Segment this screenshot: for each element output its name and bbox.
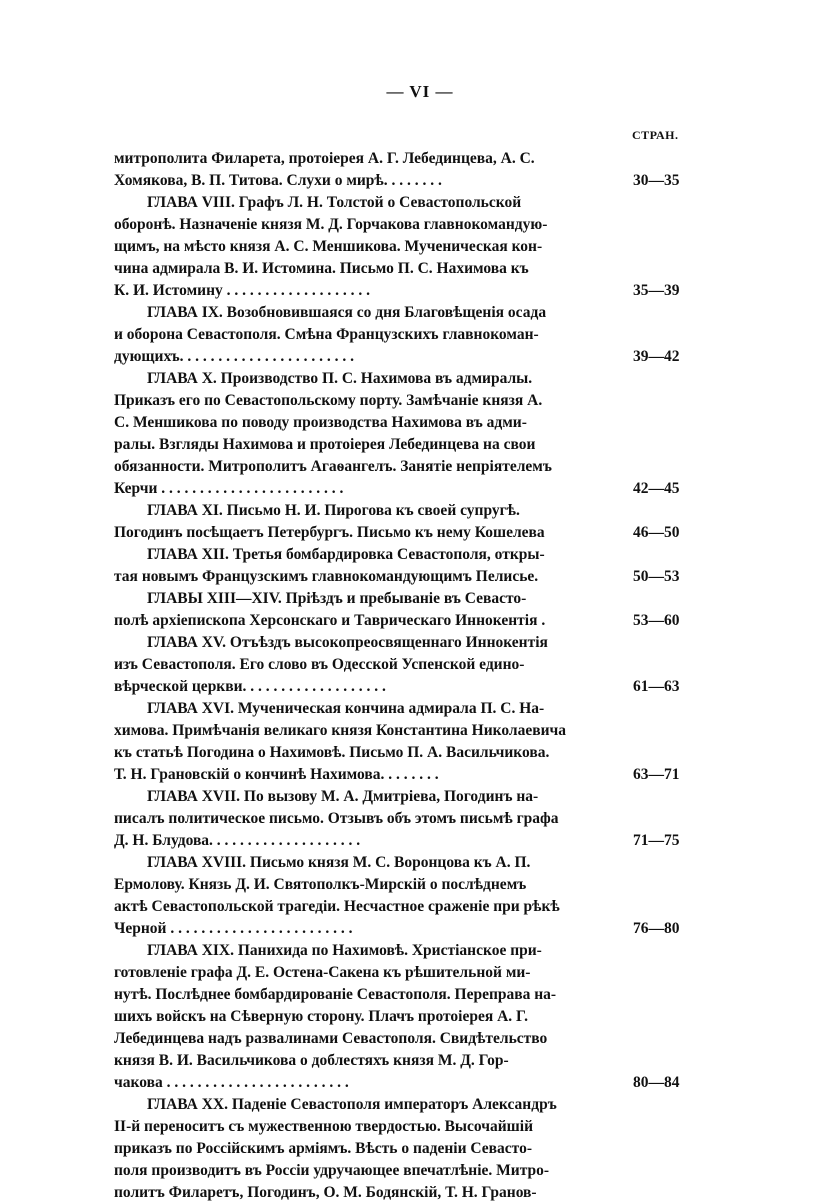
toc-line bbox=[0, 984, 840, 1006]
toc-line-text: II-й переноситъ съ мужественною твердостью. Высочайшій bbox=[114, 1118, 533, 1135]
toc-entry bbox=[0, 698, 840, 786]
toc-line bbox=[0, 940, 840, 962]
toc-entry bbox=[0, 500, 840, 544]
toc-line bbox=[0, 632, 840, 654]
toc-page-range: 80—84 bbox=[633, 1074, 680, 1091]
toc-entry bbox=[0, 544, 840, 588]
toc-line bbox=[0, 698, 840, 720]
toc-line bbox=[0, 852, 840, 874]
toc-line bbox=[0, 544, 840, 566]
toc-line-text: ГЛАВА XIX. Панихида по Нахимовѣ. Христіанское при- bbox=[147, 942, 542, 959]
toc-page-range: 53—60 bbox=[633, 612, 680, 629]
toc-line-text: Хомякова, В. П. Титова. Слухи о мирѣ. . . . . . . . bbox=[114, 172, 442, 189]
toc-line bbox=[0, 148, 840, 170]
toc-line-text: Т. Н. Грановскій о кончинѣ Нахимова. . . . . . . . bbox=[114, 766, 439, 783]
toc-line-text: чина адмирала В. И. Истомина. Письмо П. С. Нахимова къ bbox=[114, 260, 529, 277]
toc-line-text: ГЛАВА XVIII. Письмо князя М. С. Воронцова къ А. П. bbox=[147, 854, 531, 871]
toc-line bbox=[0, 588, 840, 610]
toc-line bbox=[0, 368, 840, 390]
toc-line-text: ГЛАВЫ XIII—XIV. Пріѣздъ и пребываніе въ Севасто- bbox=[147, 590, 527, 607]
toc-line-text: ГЛАВА XVII. По вызову М. А. Дмитріева, Погодинъ на- bbox=[147, 788, 539, 805]
toc-line-text: политъ Филаретъ, Погодинъ, О. М. Бодянскій, Т. Н. Гранов- bbox=[114, 1184, 537, 1201]
toc-line bbox=[0, 566, 840, 588]
toc-line-text: оборонѣ. Назначеніе князя М. Д. Горчакова главнокомандую- bbox=[114, 216, 548, 233]
toc-line-text: ГЛАВА IX. Возобновившаяся со дня Благовѣщенія осада bbox=[147, 304, 547, 321]
toc-page-range: 46—50 bbox=[633, 524, 680, 541]
toc-line bbox=[0, 302, 840, 324]
toc-page-range: 42—45 bbox=[633, 480, 680, 497]
toc-line-text: ГЛАВА XV. Отъѣздъ высокопреосвященнаго Иннокентія bbox=[147, 634, 548, 651]
toc-line-text: Лебединцева надъ развалинами Севастополя. Свидѣтельство bbox=[114, 1030, 548, 1047]
toc-line-text: Д. Н. Блудова. . . . . . . . . . . . . . . . . . . . bbox=[114, 832, 361, 849]
toc-line-text: актѣ Севастопольской трагедіи. Несчастное сраженіе при рѣкѣ bbox=[114, 898, 560, 915]
toc-page-range: 39—42 bbox=[633, 348, 680, 365]
toc-line bbox=[0, 522, 840, 544]
toc-line bbox=[0, 918, 840, 940]
toc-line bbox=[0, 1006, 840, 1028]
toc-line bbox=[0, 324, 840, 346]
toc-line bbox=[0, 654, 840, 676]
toc-page-range: 35—39 bbox=[633, 282, 680, 299]
toc-line-text: писалъ политическое письмо. Отзывъ объ этомъ письмѣ графа bbox=[114, 810, 559, 827]
toc-page-range: 76—80 bbox=[633, 920, 680, 937]
toc-entry bbox=[0, 148, 840, 192]
toc-line bbox=[0, 1182, 840, 1204]
toc-entry bbox=[0, 588, 840, 632]
toc-line-text: князя В. И. Васильчикова о доблестяхъ князя М. Д. Гор- bbox=[114, 1052, 509, 1069]
toc-line bbox=[0, 808, 840, 830]
toc-line bbox=[0, 1072, 840, 1094]
toc-line bbox=[0, 478, 840, 500]
toc-line bbox=[0, 676, 840, 698]
toc-line-text: приказъ по Россійскимъ арміямъ. Вѣсть о паденіи Севасто- bbox=[114, 1140, 532, 1157]
toc-line bbox=[0, 236, 840, 258]
toc-line-text: митрополита Филарета, протоіерея А. Г. Лебединцева, А. С. bbox=[114, 150, 535, 167]
toc-line bbox=[0, 830, 840, 852]
toc-line-text: дующихъ. . . . . . . . . . . . . . . . . . . . . . . bbox=[114, 348, 355, 365]
toc-line-text: Керчи . . . . . . . . . . . . . . . . . . . . . . . . bbox=[114, 480, 344, 497]
toc-line bbox=[0, 280, 840, 302]
toc-line-text: и оборона Севастополя. Смѣна Французскихъ главнокоман- bbox=[114, 326, 539, 343]
toc-line bbox=[0, 720, 840, 742]
pages-column-label: СТРАН. bbox=[632, 128, 679, 142]
toc-line-text: поля производитъ въ Россіи удручающее впечатлѣніе. Митро- bbox=[114, 1162, 550, 1179]
toc-line-text: ГЛАВА XI. Письмо Н. И. Пирогова къ своей супругѣ. bbox=[147, 502, 520, 519]
toc-line bbox=[0, 1160, 840, 1182]
toc-line-text: ГЛАВА XII. Третья бомбардировка Севастополя, откры- bbox=[147, 546, 545, 563]
toc-line bbox=[0, 742, 840, 764]
toc-page-range: 71—75 bbox=[633, 832, 680, 849]
toc-line-text: къ статьѣ Погодина о Нахимовѣ. Письмо П. А. Васильчикова. bbox=[114, 744, 550, 761]
toc-line bbox=[0, 434, 840, 456]
toc-line bbox=[0, 456, 840, 478]
toc-line bbox=[0, 1138, 840, 1160]
toc-line-text: вѣрческой церкви. . . . . . . . . . . . . . . . . . . bbox=[114, 678, 386, 695]
toc-line bbox=[0, 1116, 840, 1138]
toc-line-text: нутѣ. Послѣднее бомбардированіе Севастополя. Переправа на- bbox=[114, 986, 557, 1003]
page-number-header: — VI — bbox=[386, 82, 454, 101]
toc-line-text: тая новымъ Французскимъ главнокомандующимъ Пелисье. bbox=[114, 568, 539, 585]
toc-entry bbox=[0, 852, 840, 940]
toc-line-text: ГЛАВА X. Производство П. С. Нахимова въ адмиралы. bbox=[147, 370, 533, 387]
toc-line-text: ралы. Взгляды Нахимова и протоіерея Лебединцева на свои bbox=[114, 436, 536, 453]
toc-line-text: Черной . . . . . . . . . . . . . . . . . . . . . . . . bbox=[114, 920, 353, 937]
toc-line-text: обязанности. Митрополитъ Агаѳангелъ. Занятіе непріятелемъ bbox=[114, 458, 552, 475]
toc-line bbox=[0, 764, 840, 786]
toc-line-text: полѣ архіепископа Херсонскаго и Таврическаго Иннокентія . bbox=[114, 612, 546, 629]
toc-line-text: Приказъ его по Севастопольскому порту. Замѣчаніе князя А. bbox=[114, 392, 543, 409]
toc-line-text: К. И. Истомину . . . . . . . . . . . . . . . . . . . bbox=[114, 282, 371, 299]
toc-entry bbox=[0, 368, 840, 500]
toc-line-text: Ермолову. Князь Д. И. Святополкъ-Мирскій о послѣднемъ bbox=[114, 876, 527, 893]
toc-line-text: готовленіе графа Д. Е. Остена-Сакена къ рѣшительной ми- bbox=[114, 964, 531, 981]
toc-line-text: изъ Севастополя. Его слово въ Одесской Успенской едино- bbox=[114, 656, 525, 673]
toc-line-text: химова. Примѣчанія великаго князя Константина Николаевича bbox=[114, 722, 567, 739]
toc-line bbox=[0, 258, 840, 280]
toc-line bbox=[0, 786, 840, 808]
toc-line bbox=[0, 192, 840, 214]
toc-entry bbox=[0, 1094, 840, 1204]
toc-entry bbox=[0, 302, 840, 368]
toc-line-text: ГЛАВА XVI. Мученическая кончина адмирала П. С. На- bbox=[147, 700, 545, 717]
toc-line bbox=[0, 1050, 840, 1072]
toc-line-text: чакова . . . . . . . . . . . . . . . . . . . . . . . . bbox=[114, 1074, 349, 1091]
toc-line-text: Погодинъ посѣщаетъ Петербургъ. Письмо къ нему Кошелева bbox=[114, 524, 545, 541]
toc-line bbox=[0, 610, 840, 632]
toc-page-range: 50—53 bbox=[633, 568, 680, 585]
toc-line bbox=[0, 962, 840, 984]
toc-line-text: ГЛАВА XX. Паденіе Севастополя императоръ Александръ bbox=[147, 1096, 557, 1113]
toc-line bbox=[0, 896, 840, 918]
toc-line bbox=[0, 1094, 840, 1116]
toc-line bbox=[0, 412, 840, 434]
table-of-contents bbox=[0, 148, 840, 1204]
toc-entry bbox=[0, 632, 840, 698]
toc-line-text: ГЛАВА VIII. Графъ Л. Н. Толстой о Севастопольской bbox=[147, 194, 522, 211]
toc-entry bbox=[0, 786, 840, 852]
toc-line bbox=[0, 390, 840, 412]
toc-page-range: 61—63 bbox=[633, 678, 680, 695]
toc-line bbox=[0, 1028, 840, 1050]
toc-entry bbox=[0, 940, 840, 1094]
toc-line bbox=[0, 500, 840, 522]
toc-line bbox=[0, 170, 840, 192]
toc-line-text: щимъ, на мѣсто князя А. С. Меншикова. Мученическая кон- bbox=[114, 238, 543, 255]
toc-entry bbox=[0, 192, 840, 302]
toc-line-text: шихъ войскъ на Сѣверную сторону. Плачъ протоіерея А. Г. bbox=[114, 1008, 529, 1025]
toc-page-range: 63—71 bbox=[633, 766, 680, 783]
toc-line bbox=[0, 214, 840, 236]
toc-page-range: 30—35 bbox=[633, 172, 680, 189]
toc-line bbox=[0, 874, 840, 896]
toc-line-text: С. Меншикова по поводу производства Нахимова въ адми- bbox=[114, 414, 527, 431]
toc-line bbox=[0, 346, 840, 368]
